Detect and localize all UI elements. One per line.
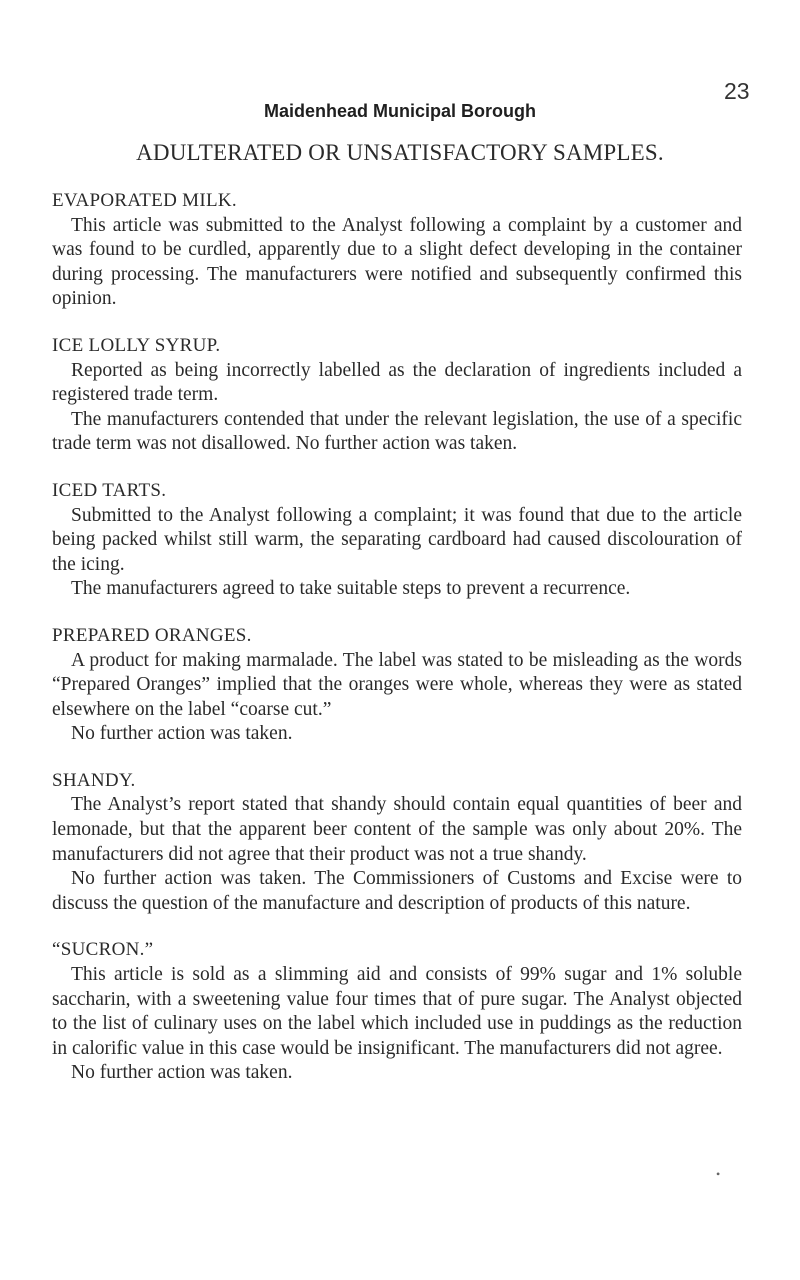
section-heading: EVAPORATED MILK. xyxy=(52,190,237,211)
page-number: 23 xyxy=(724,78,750,104)
paragraph: Reported as being incorrectly labelled as the declaration of ingredients included a registered trade term. xyxy=(52,359,742,406)
section-sucron xyxy=(52,938,742,1086)
section-shandy xyxy=(52,769,742,917)
section-ice-lolly-syrup xyxy=(52,334,742,457)
section-iced-tarts xyxy=(52,479,742,602)
ink-speck: • xyxy=(716,1167,721,1181)
section-heading: ICE LOLLY SYRUP. xyxy=(52,334,221,356)
running-header: Maidenhead Municipal Borough xyxy=(263,101,536,121)
paragraph: A product for making marmalade. The label was stated to be misleading as the words “Prepared Oranges” implied that the oranges were whole, whereas they were as stated elsewhere on the label “coarse cut.” xyxy=(52,649,742,720)
section-heading: PREPARED ORANGES. xyxy=(52,624,252,646)
paragraph: The manufacturers contended that under the relevant legislation, the use of a specific trade term was not disallowed. No further action was taken. xyxy=(52,408,742,455)
paragraph: No further action was taken. xyxy=(71,723,293,745)
section-evaporated-milk xyxy=(52,189,742,312)
document-body xyxy=(52,189,742,1108)
page-title: ADULTERATED OR UNSATISFACTORY SAMPLES. xyxy=(136,140,664,165)
paragraph: No further action was taken. xyxy=(71,1062,293,1084)
paragraph: The Analyst’s report stated that shandy should contain equal quantities of beer and lemonade, but that the apparent beer content of the sample was only about 20%. The manufacturers did not agree that their product was not a true shandy. xyxy=(52,794,742,865)
paragraph: This article is sold as a slimming aid and consists of 99% sugar and 1% soluble saccharin, with a sweetening value four times that of pure sugar. The Analyst objected to the list of culinary uses on the label which included use in puddings as the reduction in calorific value in this case would be insignificant. The manufacturers did not agree. xyxy=(52,964,742,1059)
paragraph: The manufacturers agreed to take suitable steps to prevent a recurrence. xyxy=(71,578,631,600)
paragraph: No further action was taken. The Commissioners of Customs and Excise were to discuss the question of the manufacture and description of products of this nature. xyxy=(52,868,742,914)
section-heading: “SUCRON.” xyxy=(52,939,154,961)
section-heading: ICED TARTS. xyxy=(52,479,167,501)
paragraph: This article was submitted to the Analyst following a complaint by a customer and was found to be curdled, apparently due to a slight defect developing in the container during processing. The manufacturers were notified and subsequently confirmed this opinion. xyxy=(52,214,742,310)
paragraph: Submitted to the Analyst following a complaint; it was found that due to the article being packed whilst still warm, the separating cardboard had caused discolouration of the icing. xyxy=(52,504,742,575)
section-heading: SHANDY. xyxy=(52,769,136,791)
section-prepared-oranges xyxy=(52,624,742,747)
